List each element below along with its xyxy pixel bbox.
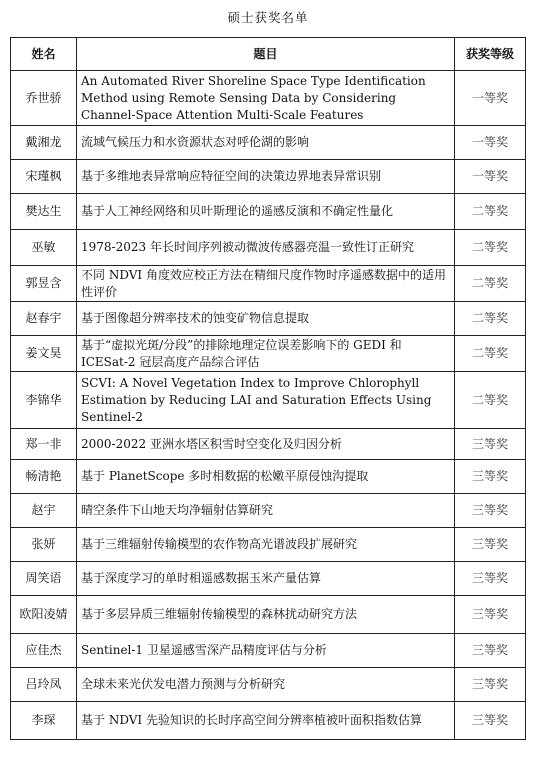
row-title: 全球未来光伏发电潜力预测与分析研究: [77, 668, 455, 702]
table-row: [11, 596, 526, 634]
row-name: 吕玲凤: [11, 668, 77, 702]
table-row: [11, 668, 526, 702]
row-level: 一等奖: [455, 160, 526, 194]
table-row: [11, 336, 526, 372]
table-row: [11, 126, 526, 160]
header-level: 获奖等级: [455, 38, 526, 71]
row-level: 二等奖: [455, 266, 526, 302]
row-name: 戴湘龙: [11, 126, 77, 160]
header-row: [11, 38, 526, 71]
row-name: 樊达生: [11, 194, 77, 230]
row-name: 姜文昊: [11, 336, 77, 372]
row-title: 基于三维辐射传输模型的农作物高光谱波段扩展研究: [77, 528, 455, 562]
row-name: 乔世骄: [11, 71, 77, 126]
row-level: 三等奖: [455, 702, 526, 740]
row-level: 一等奖: [455, 126, 526, 160]
table-row: [11, 266, 526, 302]
row-level: 二等奖: [455, 336, 526, 372]
row-name: 畅清艳: [11, 460, 77, 494]
row-title: 1978-2023 年长时间序列被动微波传感器亮温一致性订正研究: [77, 230, 455, 266]
row-level: 三等奖: [455, 429, 526, 460]
row-title: 基于多层异质三维辐射传输模型的森林扰动研究方法: [77, 596, 455, 634]
row-level: 三等奖: [455, 528, 526, 562]
table-row: [11, 494, 526, 528]
table-row: [11, 194, 526, 230]
row-name: 李琛: [11, 702, 77, 740]
row-level: 三等奖: [455, 596, 526, 634]
row-title: 晴空条件下山地天均净辐射估算研究: [77, 494, 455, 528]
table-row: [11, 160, 526, 194]
row-level: 三等奖: [455, 668, 526, 702]
row-name: 欧阳凌婧: [11, 596, 77, 634]
row-level: 三等奖: [455, 494, 526, 528]
table-row: [11, 302, 526, 336]
row-name: 应佳杰: [11, 634, 77, 668]
table-row: [11, 230, 526, 266]
row-title: 基于人工神经网络和贝叶斯理论的遥感反演和不确定性量化: [77, 194, 455, 230]
awards-table: [10, 37, 526, 740]
row-title: 不同 NDVI 角度效应校正方法在精细尺度作物时序遥感数据中的适用性评价: [77, 266, 455, 302]
row-title: 基于深度学习的单时相遥感数据玉米产量估算: [77, 562, 455, 596]
row-title: 2000-2022 亚洲水塔区积雪时空变化及归因分析: [77, 429, 455, 460]
row-level: 三等奖: [455, 634, 526, 668]
table-row: [11, 429, 526, 460]
document-title: 硕士获奖名单: [227, 10, 309, 25]
table-row: [11, 372, 526, 429]
row-name: 李锦华: [11, 372, 77, 429]
row-level: 三等奖: [455, 562, 526, 596]
row-level: 三等奖: [455, 460, 526, 494]
row-title: 基于 PlanetScope 多时相数据的松嫩平原侵蚀沟提取: [77, 460, 455, 494]
row-name: 赵宇: [11, 494, 77, 528]
row-title: An Automated River Shoreline Space Type Identification Method using Remote Sensing Data by Considering Channel-Space Attention Multi-Scale Features: [77, 71, 455, 126]
table-row: [11, 71, 526, 126]
row-name: 周笑语: [11, 562, 77, 596]
row-title: 流域气候压力和水资源状态对呼伦湖的影响: [77, 126, 455, 160]
header-name: 姓名: [11, 38, 77, 71]
row-title: 基于图像超分辨率技术的蚀变矿物信息提取: [77, 302, 455, 336]
row-level: 二等奖: [455, 372, 526, 429]
row-name: 郭昱含: [11, 266, 77, 302]
row-name: 宋瑾枫: [11, 160, 77, 194]
table-row: [11, 528, 526, 562]
row-title: Sentinel-1 卫星遥感雪深产品精度评估与分析: [77, 634, 455, 668]
row-name: 赵春宇: [11, 302, 77, 336]
row-level: 二等奖: [455, 194, 526, 230]
row-title: 基于 NDVI 先验知识的长时序高空间分辨率植被叶面积指数估算: [77, 702, 455, 740]
row-level: 一等奖: [455, 71, 526, 126]
row-name: 张妍: [11, 528, 77, 562]
table-row: [11, 562, 526, 596]
row-title: 基于多维地表异常响应特征空间的决策边界地表异常识别: [77, 160, 455, 194]
row-name: 郑一非: [11, 429, 77, 460]
row-title: SCVI: A Novel Vegetation Index to Improve Chlorophyll Estimation by Reducing LAI and Saturation Effects Using Sentinel-2: [77, 372, 455, 429]
row-level: 二等奖: [455, 302, 526, 336]
row-name: 巫敏: [11, 230, 77, 266]
row-title: 基于“虚拟光斑/分段”的排除地理定位误差影响下的 GEDI 和 ICESat-2 冠层高度产品综合评估: [77, 336, 455, 372]
header-title: 题目: [77, 38, 455, 71]
row-level: 二等奖: [455, 230, 526, 266]
table-row: [11, 702, 526, 740]
table-row: [11, 460, 526, 494]
table-row: [11, 634, 526, 668]
